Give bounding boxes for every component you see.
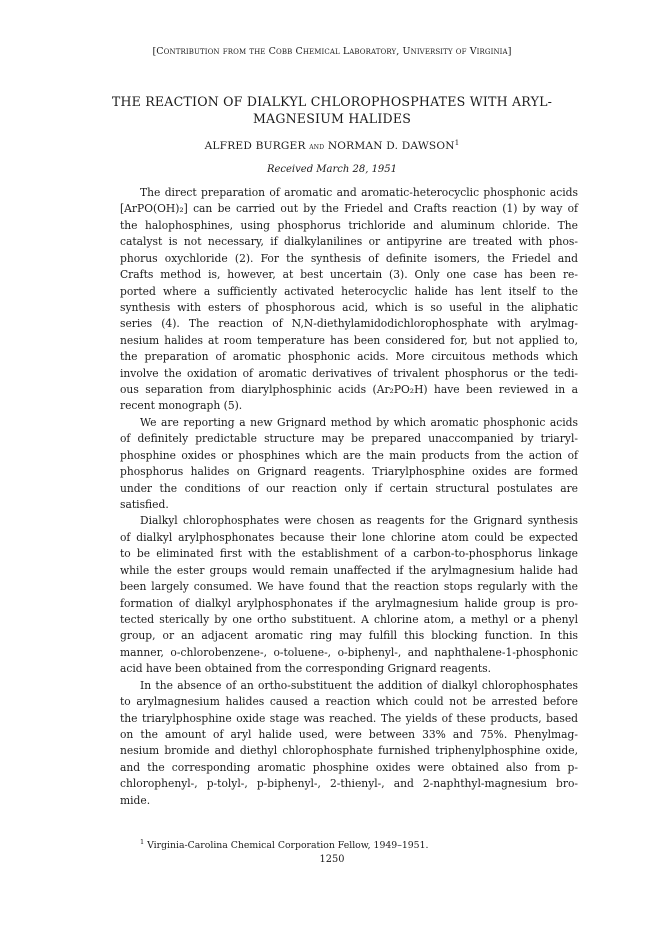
text-line: to arylmagnesium halides caused a reaction which could not be arrested before (120, 695, 578, 709)
page-number: 1250 (319, 854, 345, 865)
title-line: THE REACTION OF DIALKYL CHLOROPHOSPHATES WITH ARYL- (111, 94, 553, 109)
author-conjunction: and (309, 142, 325, 152)
paragraph (120, 678, 578, 809)
paragraph (120, 513, 578, 677)
footnote-mark: 1 (140, 838, 145, 846)
article-title (70, 93, 594, 127)
text-line: We are reporting a new Grignard method by which aromatic phosphonic acids (140, 415, 578, 429)
contribution-header: [Contribution from the Cobb Chemical Laboratory, University of Virginia] (152, 46, 512, 57)
text-line: In the absence of an ortho-substituent the addition of dialkyl chlorophosphates (140, 678, 578, 692)
text-line: The direct preparation of aromatic and aromatic-heterocyclic phosphonic acids (140, 186, 578, 199)
text-line: acid have been obtained from the corresponding Grignard reagents. (120, 662, 492, 676)
text-line: phosphine oxides or phosphines which are the main products from the action of (120, 448, 578, 462)
text-line: nesium halides at room temperature has been considered for, but not applied to, (120, 333, 578, 347)
text-line: the triarylphosphine oxide stage was reached. The yields of these products, based (120, 711, 578, 725)
text-line: the preparation of aromatic phosphonic acids. More circuitous methods which (120, 350, 578, 364)
text-line: [ArPO(OH)₂] can be carried out by the Friedel and Crafts reaction (1) by way of (120, 202, 578, 216)
text-line: Crafts method is, however, at best uncertain (3). Only one case has been re- (120, 268, 578, 282)
footnote-text: Virginia-Carolina Chemical Corporation Fellow, 1949–1951. (147, 840, 429, 851)
text-line: Dialkyl chlorophosphates were chosen as reagents for the Grignard synthesis (140, 514, 578, 528)
footnote (140, 838, 580, 851)
author-name: NORMAN D. DAWSON (327, 140, 455, 152)
text-line: nesium bromide and diethyl chlorophosphate furnished triphenylphosphine oxide, (120, 744, 578, 758)
text-line: catalyst is not necessary, if dialkylanilines or antipyrine are treated with phos- (120, 235, 578, 249)
text-line: involve the oxidation of aromatic derivatives of trivalent phosphorus or the tedi- (120, 366, 578, 380)
text-line: the halophosphines, using phosphorus trichloride and aluminum chloride. The (120, 218, 578, 232)
article-body (120, 185, 578, 809)
paragraph (120, 415, 578, 514)
text-line: formation of dialkyl arylphosphonates if the arylmagnesium halide group is pro- (120, 596, 578, 610)
text-line: ported where a sufficiently activated heterocyclic halide has lent itself to the (120, 284, 578, 298)
text-line: while the ester groups would remain unaffected if the arylmagnesium halide had (120, 563, 578, 577)
text-line: ous separation from diarylphosphinic acids (Ar₂PO₂H) have been reviewed in a (120, 383, 578, 397)
text-line: manner, o-chlorobenzene-, o-toluene-, o-biphenyl-, and naphthalene-1-phosphonic (120, 645, 578, 659)
paragraph (120, 185, 578, 415)
text-line: of dialkyl arylphosphonates because their lone chlorine atom could be expected (120, 530, 578, 544)
text-line: group, or an adjacent aromatic ring may fulfill this blocking function. In this (120, 629, 578, 643)
author-line (0, 139, 664, 152)
text-line: phorus oxychloride (2). For the synthesis of definite isomers, the Friedel and (120, 251, 578, 265)
text-line: and the corresponding aromatic phosphine oxides were obtained also from p- (120, 760, 578, 774)
text-line: phosphorus halides on Grignard reagents. Triarylphosphine oxides are formed (120, 465, 578, 479)
text-line: synthesis with esters of phosphorous acid, which is so useful in the aliphatic (120, 300, 578, 314)
title-line: MAGNESIUM HALIDES (252, 111, 412, 126)
text-line: series (4). The reaction of N,N-diethylamidodichlorophosphate with arylmag- (120, 317, 578, 331)
text-line: under the conditions of our reaction only if certain structural postulates are (120, 481, 578, 495)
text-line: on the amount of aryl halide used, were between 33% and 75%. Phenylmag- (120, 727, 578, 741)
text-line: mide. (120, 793, 151, 807)
text-line: chlorophenyl-, p-tolyl-, p-biphenyl-, 2-thienyl-, and 2-naphthyl-magnesium bro- (120, 777, 578, 791)
author-name: ALFRED BURGER (204, 140, 306, 152)
text-line: tected sterically by one ortho substituent. A chlorine atom, a methyl or a phenyl (120, 612, 578, 626)
text-line: of definitely predictable structure may be prepared unaccompanied by triaryl- (120, 432, 578, 446)
text-line: satisfied. (120, 498, 169, 512)
text-line: recent monograph (5). (120, 399, 243, 413)
text-line: been largely consumed. We have found that the reaction stops regularly with the (120, 580, 578, 594)
received-date: Received March 28, 1951 (266, 164, 398, 175)
footnote-marker: 1 (454, 139, 460, 147)
text-line: to be eliminated first with the establishment of a carbon-to-phosphorus linkage (120, 547, 578, 561)
